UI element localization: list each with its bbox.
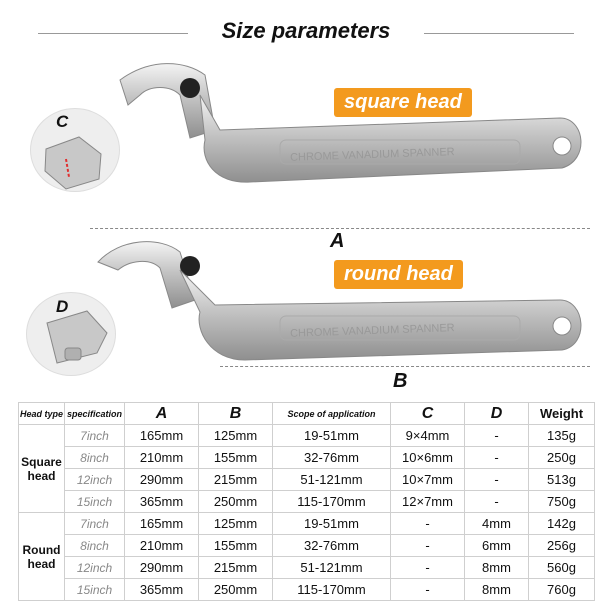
table-row — [19, 579, 595, 601]
table-cell: 115-170mm — [273, 491, 391, 513]
header-d: D — [465, 403, 529, 425]
table-row — [19, 491, 595, 513]
head-type-cell: Square head — [19, 425, 65, 513]
table-cell: 155mm — [199, 447, 273, 469]
table-cell: 8inch — [65, 535, 125, 557]
square-head-badge: square head — [334, 88, 472, 117]
table-cell: 4mm — [465, 513, 529, 535]
table-cell: 250mm — [199, 491, 273, 513]
header-scope: Scope of application — [273, 403, 391, 425]
table-cell: 250g — [529, 447, 595, 469]
round-tip-image — [27, 293, 115, 375]
table-cell: - — [465, 491, 529, 513]
table-cell: 365mm — [125, 491, 199, 513]
dimension-label-a: A — [330, 230, 345, 252]
page-title: Size parameters — [221, 18, 391, 43]
table-cell: - — [391, 557, 465, 579]
table-cell: 10×6mm — [391, 447, 465, 469]
table-cell: 215mm — [199, 557, 273, 579]
table-cell: 290mm — [125, 557, 199, 579]
dimension-label-b: B — [393, 370, 408, 392]
table-row — [19, 425, 595, 447]
inset-label-c: C — [56, 112, 69, 131]
table-cell: - — [391, 579, 465, 601]
inset-label-d: D — [56, 297, 69, 316]
table-cell: 125mm — [199, 425, 273, 447]
square-tip-image — [31, 109, 119, 191]
round-head-detail-inset — [26, 292, 116, 376]
table-cell: 19-51mm — [273, 513, 391, 535]
table-cell: 165mm — [125, 513, 199, 535]
table-cell: 8inch — [65, 447, 125, 469]
table-cell: 142g — [529, 513, 595, 535]
table-row — [19, 557, 595, 579]
dimension-line-a — [90, 228, 590, 229]
table-cell: 51-121mm — [273, 557, 391, 579]
table-row — [19, 447, 595, 469]
table-cell: - — [391, 535, 465, 557]
table-cell: 215mm — [199, 469, 273, 491]
table-cell: - — [465, 447, 529, 469]
header-b: B — [199, 403, 273, 425]
table-cell: - — [465, 469, 529, 491]
table-cell: 8mm — [465, 579, 529, 601]
table-cell: 15inch — [65, 491, 125, 513]
table-cell: - — [391, 513, 465, 535]
round-head-badge: round head — [334, 260, 463, 289]
table-cell: 750g — [529, 491, 595, 513]
table-cell: 210mm — [125, 447, 199, 469]
table-cell: 256g — [529, 535, 595, 557]
table-cell: 155mm — [199, 535, 273, 557]
table-cell: 12×7mm — [391, 491, 465, 513]
dimension-line-b — [220, 366, 590, 367]
table-cell: - — [465, 425, 529, 447]
table-cell: 12inch — [65, 469, 125, 491]
table-cell: 7inch — [65, 513, 125, 535]
table-cell: 560g — [529, 557, 595, 579]
header-weight: Weight — [529, 403, 595, 425]
table-cell: 290mm — [125, 469, 199, 491]
table-cell: 12inch — [65, 557, 125, 579]
table-cell: 6mm — [465, 535, 529, 557]
table-cell: 250mm — [199, 579, 273, 601]
table-cell: 9×4mm — [391, 425, 465, 447]
table-cell: 210mm — [125, 535, 199, 557]
header-specification: specification — [65, 403, 125, 425]
square-engraving: CHROME VANADIUM SPANNER — [289, 146, 455, 164]
table-cell: 135g — [529, 425, 595, 447]
square-head-detail-inset — [30, 108, 120, 192]
header-a: A — [125, 403, 199, 425]
table-cell: 125mm — [199, 513, 273, 535]
table-cell: 8mm — [465, 557, 529, 579]
table-header-row — [19, 403, 595, 425]
table-cell: 32-76mm — [273, 535, 391, 557]
table-cell: 7inch — [65, 425, 125, 447]
table-cell: 32-76mm — [273, 447, 391, 469]
table-row — [19, 535, 595, 557]
header-head-type: Head type — [19, 403, 65, 425]
table-cell: 10×7mm — [391, 469, 465, 491]
table-cell: 19-51mm — [273, 425, 391, 447]
table-cell: 365mm — [125, 579, 199, 601]
table-cell: 15inch — [65, 579, 125, 601]
table-cell: 115-170mm — [273, 579, 391, 601]
table-cell: 760g — [529, 579, 595, 601]
table-row — [19, 469, 595, 491]
head-type-cell: Round head — [19, 513, 65, 601]
round-engraving: CHROME VANADIUM SPANNER — [289, 322, 455, 340]
table-cell: 165mm — [125, 425, 199, 447]
size-parameters-table — [18, 402, 595, 601]
header-c: C — [391, 403, 465, 425]
table-cell: 513g — [529, 469, 595, 491]
table-cell: 51-121mm — [273, 469, 391, 491]
table-row — [19, 513, 595, 535]
